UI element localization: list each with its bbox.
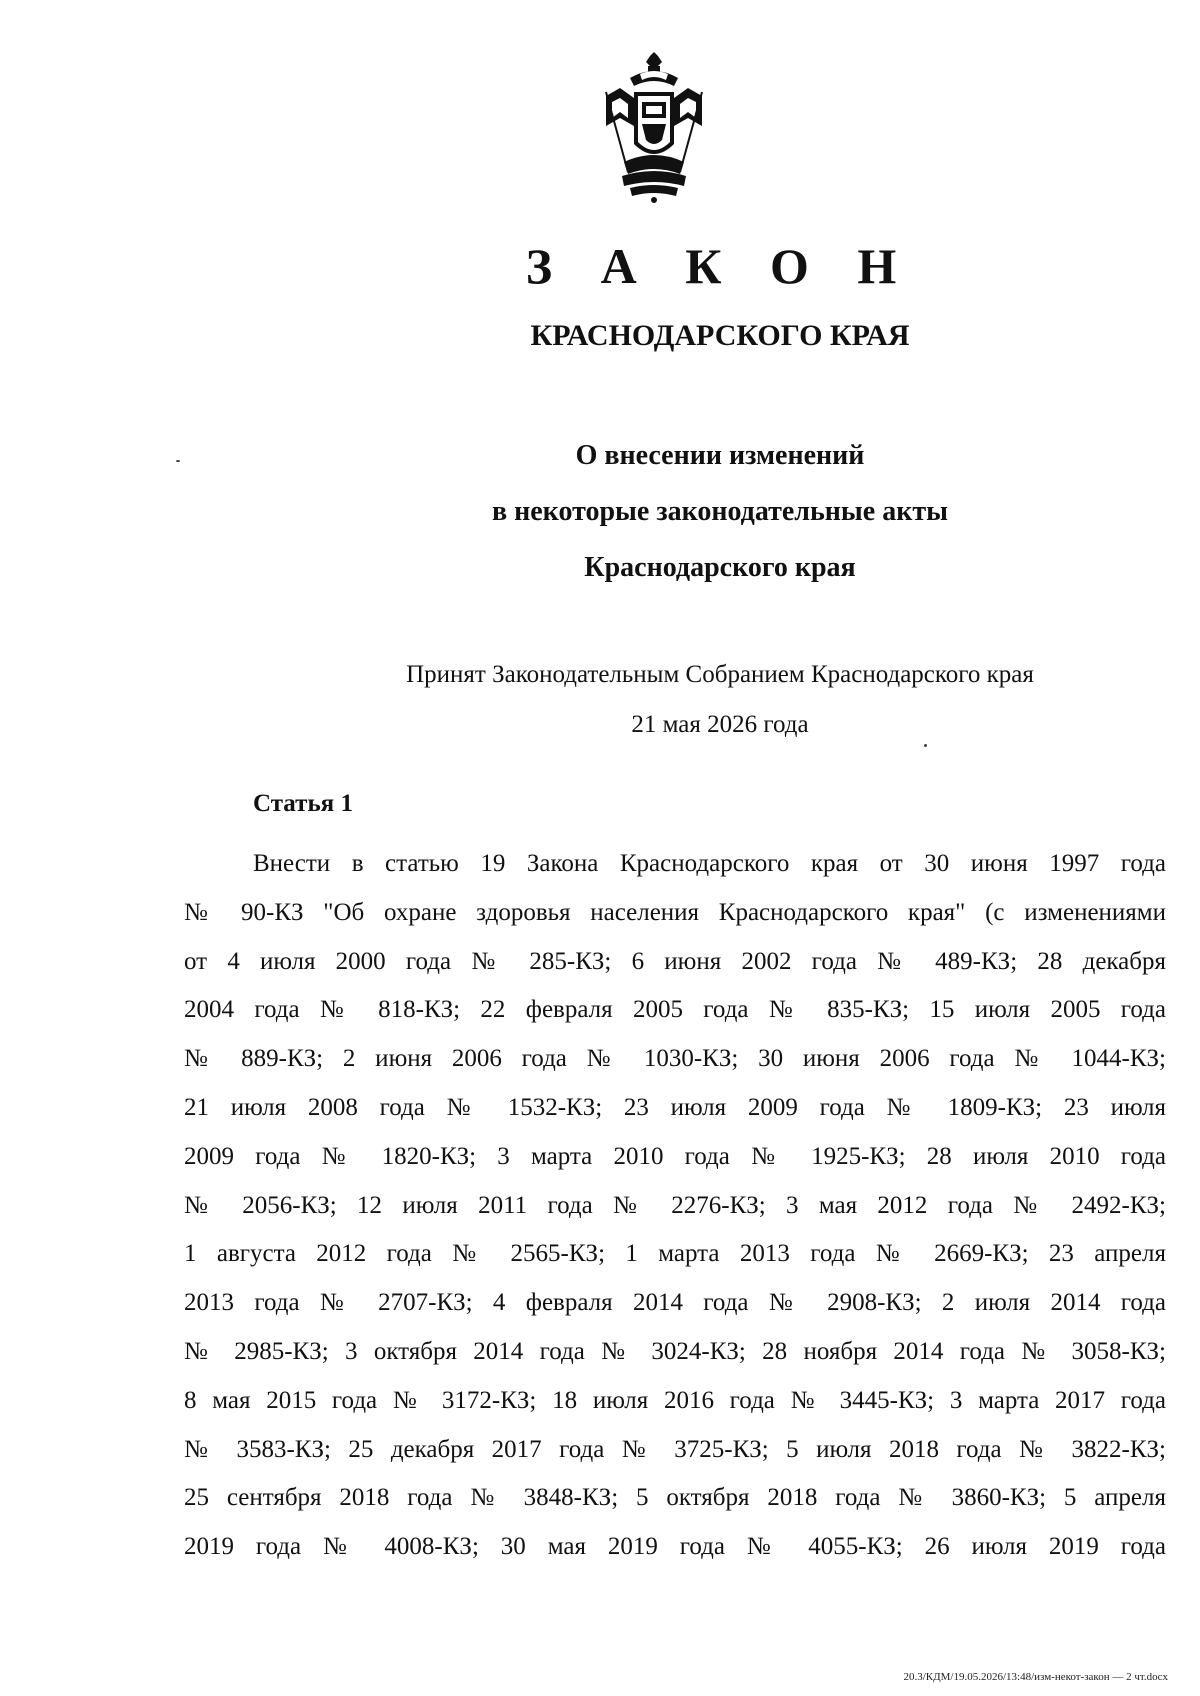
body-line: 2004 года № 818-КЗ; 22 февраля 2005 года № 835-КЗ; 15 июля 2005 года [184, 996, 1166, 1024]
scan-speck [176, 460, 180, 462]
region-heading: КРАСНОДАРСКОГО КРАЯ [530, 319, 910, 352]
title-line: в некоторые законодательные акты [492, 496, 948, 527]
body-line: от 4 июля 2000 года № 285-КЗ; 6 июня 2002 года № 489-КЗ; 28 декабря [184, 947, 1166, 975]
coat-of-arms-icon [600, 52, 708, 204]
body-line: № 2985-КЗ; 3 октября 2014 года № 3024-КЗ; 28 ноября 2014 года № 3058-КЗ; [184, 1337, 1166, 1365]
title-line: О внесении изменений [575, 440, 865, 471]
title-line: Краснодарского края [584, 552, 856, 583]
document-title [0, 428, 1200, 596]
body-line: 2019 года № 4008-КЗ; 30 мая 2019 года № 4055-КЗ; 26 июля 2019 года [184, 1533, 1166, 1561]
file-reference: 20.3/КДМ/19.05.2026/13:48/изм-некот-закон — 2 чт.docx [903, 1671, 1168, 1683]
body-line: 25 сентября 2018 года № 3848-КЗ; 5 октября 2018 года № 3860-КЗ; 5 апреля [184, 1484, 1166, 1512]
body-line: 21 июля 2008 года № 1532-КЗ; 23 июля 2009 года № 1809-КЗ; 23 июля [184, 1093, 1166, 1121]
body-line: № 3583-КЗ; 25 декабря 2017 года № 3725-КЗ; 5 июля 2018 года № 3822-КЗ; [184, 1435, 1166, 1463]
body-line: 2013 года № 2707-КЗ; 4 февраля 2014 года № 2908-КЗ; 2 июля 2014 года [184, 1289, 1166, 1317]
body-line: № 90-КЗ "Об охране здоровья населения Краснодарского края" (с изменениями [184, 898, 1166, 926]
adoption-date: 21 мая 2026 года [631, 711, 809, 738]
body-line: № 889-КЗ; 2 июня 2006 года № 1030-КЗ; 30 июня 2006 года № 1044-КЗ; [184, 1045, 1166, 1073]
body-line: 2009 года № 1820-КЗ; 3 марта 2010 года № 1925-КЗ; 28 июля 2010 года [184, 1142, 1166, 1170]
article-heading: Статья 1 [253, 790, 353, 817]
adoption-line: Принят Законодательным Собранием Краснодарского края [406, 661, 1034, 688]
scan-speck [924, 744, 927, 747]
body-line: № 2056-КЗ; 12 июля 2011 года № 2276-КЗ; 3 мая 2012 года № 2492-КЗ; [184, 1191, 1166, 1219]
adoption-note [0, 650, 1200, 750]
law-heading: З А К О Н [525, 238, 915, 294]
body-line: 8 мая 2015 года № 3172-КЗ; 18 июля 2016 года № 3445-КЗ; 3 марта 2017 года [184, 1386, 1166, 1414]
body-line: 1 августа 2012 года № 2565-КЗ; 1 марта 2013 года № 2669-КЗ; 23 апреля [184, 1240, 1166, 1268]
article-body [184, 840, 1166, 1572]
body-line: Внести в статью 19 Закона Краснодарского края от 30 июня 1997 года [253, 850, 1166, 877]
